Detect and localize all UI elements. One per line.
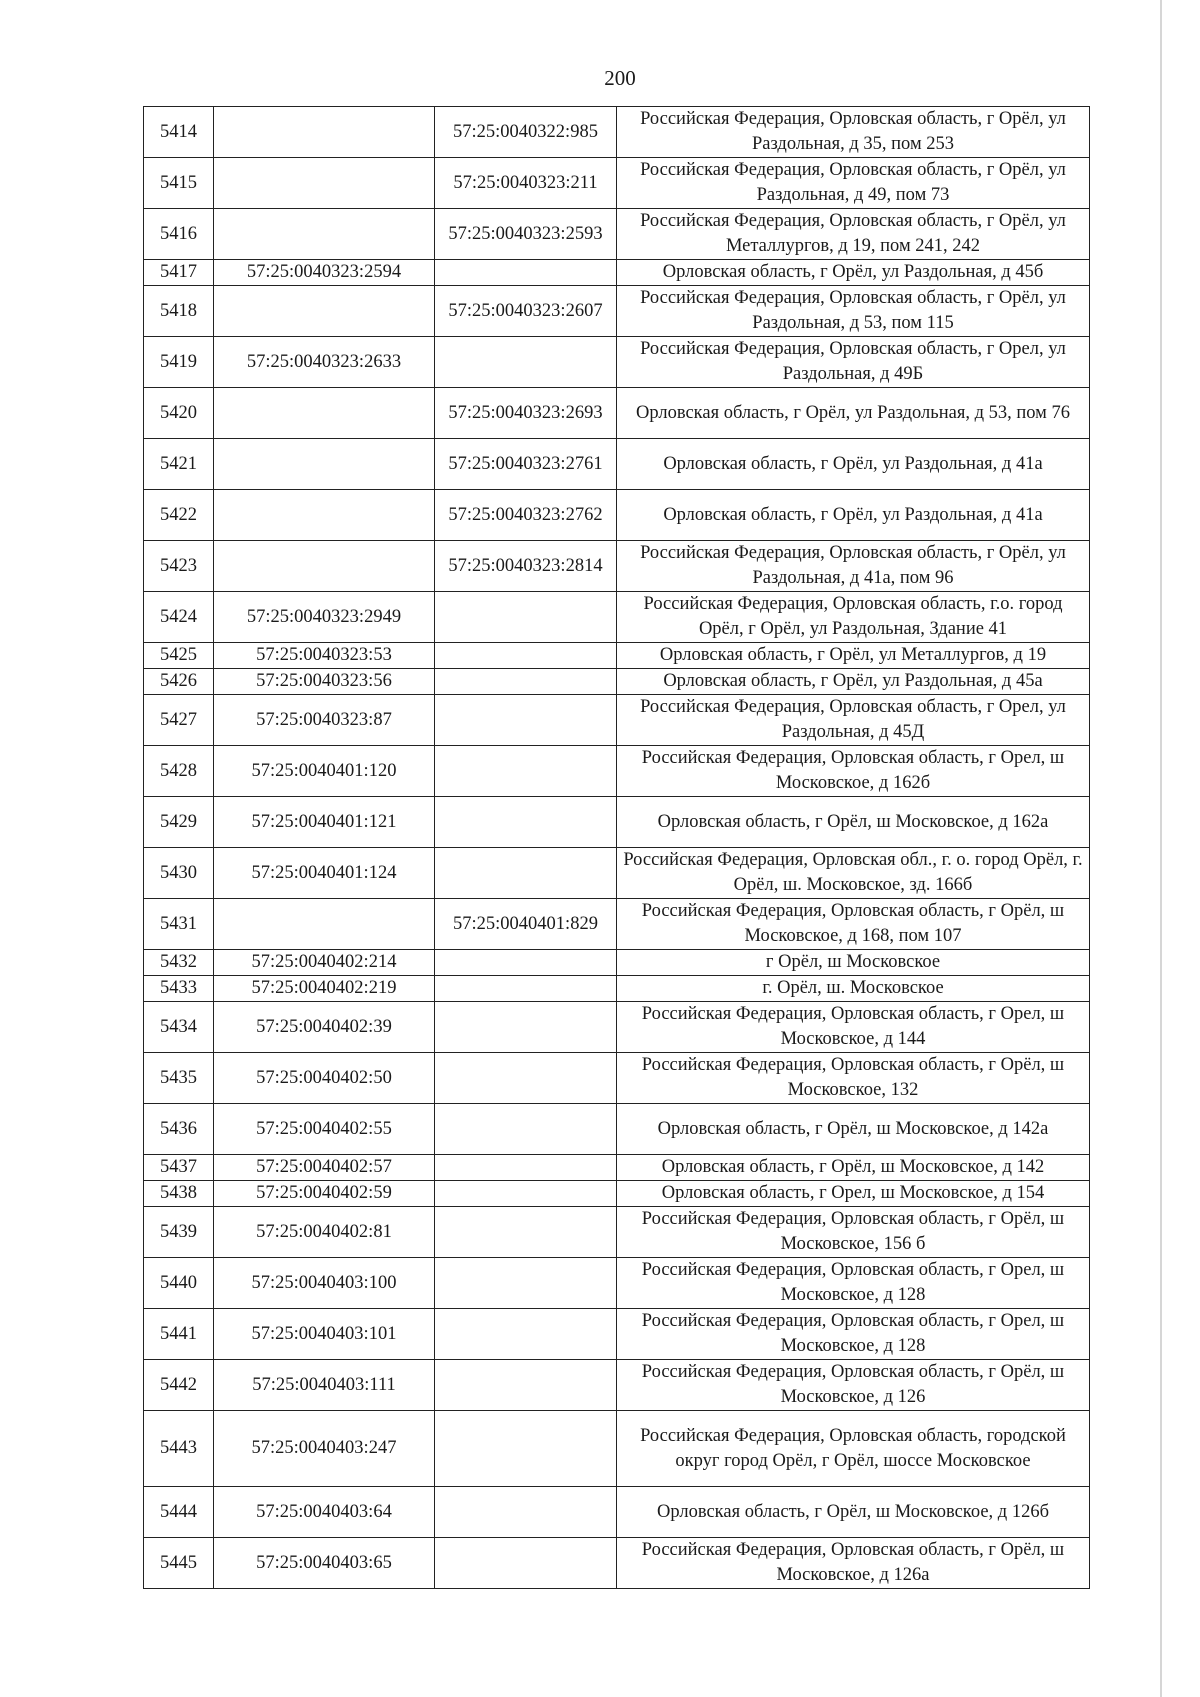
cadastral-number-cell: 57:25:0040402:214 (214, 950, 435, 976)
row-number-cell: 5420 (144, 388, 214, 439)
address-cell: Орловская область, г Орёл, ул Раздольная, д 41а (617, 439, 1090, 490)
cadastral-number-cell: 57:25:0040403:101 (214, 1309, 435, 1360)
parent-cadastral-number-cell: 57:25:0040323:2814 (435, 541, 617, 592)
cadastral-number-cell (214, 388, 435, 439)
address-cell: Орловская область, г Орёл, ш Московское, д 142а (617, 1104, 1090, 1155)
parent-cadastral-number-cell (435, 950, 617, 976)
table-row (144, 286, 1090, 337)
cadastral-number-cell: 57:25:0040402:55 (214, 1104, 435, 1155)
row-number-cell: 5429 (144, 797, 214, 848)
address-cell: Российская Федерация, Орловская область, г Орёл, ш Московское, 132 (617, 1053, 1090, 1104)
table-row (144, 1411, 1090, 1487)
table-row (144, 158, 1090, 209)
address-cell: Российская Федерация, Орловская область, г Орёл, ул Раздольная, д 41а, пом 96 (617, 541, 1090, 592)
table-row (144, 490, 1090, 541)
parent-cadastral-number-cell: 57:25:0040401:829 (435, 899, 617, 950)
row-number-cell: 5443 (144, 1411, 214, 1487)
address-cell: Российская Федерация, Орловская область, городской округ город Орёл, г Орёл, шоссе Московское (617, 1411, 1090, 1487)
cadastral-number-cell (214, 439, 435, 490)
address-cell: Российская Федерация, Орловская область, г Орел, ш Московское, д 144 (617, 1002, 1090, 1053)
row-number-cell: 5423 (144, 541, 214, 592)
parent-cadastral-number-cell (435, 643, 617, 669)
table-row (144, 1487, 1090, 1538)
address-cell: Российская Федерация, Орловская область, г Орел, ул Раздольная, д 45Д (617, 695, 1090, 746)
address-cell: Орловская область, г Орёл, ш Московское, д 142 (617, 1155, 1090, 1181)
table-row (144, 797, 1090, 848)
cadastral-number-cell: 57:25:0040403:247 (214, 1411, 435, 1487)
cadastral-number-cell: 57:25:0040401:121 (214, 797, 435, 848)
address-cell: Орловская область, г Орел, ш Московское, д 154 (617, 1181, 1090, 1207)
table-row (144, 107, 1090, 158)
table-row (144, 1002, 1090, 1053)
address-cell: Российская Федерация, Орловская область, г Орёл, ш Московское, д 126 (617, 1360, 1090, 1411)
table-row (144, 1053, 1090, 1104)
parent-cadastral-number-cell: 57:25:0040323:2693 (435, 388, 617, 439)
row-number-cell: 5418 (144, 286, 214, 337)
cadastral-number-cell (214, 286, 435, 337)
cadastral-number-cell: 57:25:0040402:81 (214, 1207, 435, 1258)
row-number-cell: 5428 (144, 746, 214, 797)
row-number-cell: 5421 (144, 439, 214, 490)
parent-cadastral-number-cell (435, 260, 617, 286)
row-number-cell: 5425 (144, 643, 214, 669)
cadastral-number-cell: 57:25:0040401:120 (214, 746, 435, 797)
parent-cadastral-number-cell (435, 669, 617, 695)
table-row (144, 337, 1090, 388)
parent-cadastral-number-cell: 57:25:0040323:211 (435, 158, 617, 209)
parent-cadastral-number-cell (435, 1002, 617, 1053)
table-row (144, 899, 1090, 950)
table-row (144, 950, 1090, 976)
table-row (144, 746, 1090, 797)
parent-cadastral-number-cell (435, 1053, 617, 1104)
address-cell: г Орёл, ш Московское (617, 950, 1090, 976)
row-number-cell: 5433 (144, 976, 214, 1002)
address-cell: Российская Федерация, Орловская область, г Орёл, ул Металлургов, д 19, пом 241, 242 (617, 209, 1090, 260)
address-cell: Российская Федерация, Орловская обл., г. о. город Орёл, г. Орёл, ш. Московское, зд. 166б (617, 848, 1090, 899)
cadastral-number-cell: 57:25:0040402:50 (214, 1053, 435, 1104)
row-number-cell: 5427 (144, 695, 214, 746)
table-row (144, 1104, 1090, 1155)
table-row (144, 388, 1090, 439)
row-number-cell: 5417 (144, 260, 214, 286)
address-cell: Российская Федерация, Орловская область, г Орёл, ш Московское, д 168, пом 107 (617, 899, 1090, 950)
address-cell: Орловская область, г Орёл, ш Московское, д 162а (617, 797, 1090, 848)
row-number-cell: 5431 (144, 899, 214, 950)
cadastral-number-cell: 57:25:0040403:111 (214, 1360, 435, 1411)
parent-cadastral-number-cell (435, 1360, 617, 1411)
address-cell: Российская Федерация, Орловская область, г Орёл, ул Раздольная, д 49, пом 73 (617, 158, 1090, 209)
table-row (144, 439, 1090, 490)
parent-cadastral-number-cell (435, 337, 617, 388)
parent-cadastral-number-cell (435, 1104, 617, 1155)
cadastral-number-cell: 57:25:0040323:87 (214, 695, 435, 746)
table-row (144, 1309, 1090, 1360)
address-cell: Орловская область, г Орёл, ул Раздольная, д 53, пом 76 (617, 388, 1090, 439)
cadastral-number-cell: 57:25:0040402:219 (214, 976, 435, 1002)
registry-table (143, 106, 1090, 1589)
parent-cadastral-number-cell (435, 1487, 617, 1538)
cadastral-number-cell: 57:25:0040402:59 (214, 1181, 435, 1207)
page-edge (1160, 0, 1162, 1697)
table-row (144, 976, 1090, 1002)
address-cell: Российская Федерация, Орловская область, г Орел, ш Московское, д 162б (617, 746, 1090, 797)
row-number-cell: 5434 (144, 1002, 214, 1053)
row-number-cell: 5445 (144, 1538, 214, 1589)
parent-cadastral-number-cell: 57:25:0040322:985 (435, 107, 617, 158)
row-number-cell: 5441 (144, 1309, 214, 1360)
address-cell: Российская Федерация, Орловская область, г Орел, ш Московское, д 128 (617, 1309, 1090, 1360)
address-cell: Российская Федерация, Орловская область, г Орёл, ул Раздольная, д 35, пом 253 (617, 107, 1090, 158)
cadastral-number-cell: 57:25:0040323:56 (214, 669, 435, 695)
cadastral-number-cell: 57:25:0040401:124 (214, 848, 435, 899)
table-row (144, 260, 1090, 286)
parent-cadastral-number-cell (435, 1258, 617, 1309)
cadastral-number-cell: 57:25:0040402:57 (214, 1155, 435, 1181)
address-cell: Российская Федерация, Орловская область, г Орел, ул Раздольная, д 49Б (617, 337, 1090, 388)
cadastral-number-cell (214, 107, 435, 158)
address-cell: Российская Федерация, Орловская область, г.о. город Орёл, г Орёл, ул Раздольная, Здание 41 (617, 592, 1090, 643)
table-row (144, 541, 1090, 592)
row-number-cell: 5415 (144, 158, 214, 209)
table-row (144, 1155, 1090, 1181)
table-row (144, 1538, 1090, 1589)
address-cell: Орловская область, г Орёл, ул Раздольная, д 41а (617, 490, 1090, 541)
address-cell: Российская Федерация, Орловская область, г Орёл, ул Раздольная, д 53, пом 115 (617, 286, 1090, 337)
row-number-cell: 5422 (144, 490, 214, 541)
table-row (144, 1207, 1090, 1258)
row-number-cell: 5424 (144, 592, 214, 643)
cadastral-number-cell: 57:25:0040323:53 (214, 643, 435, 669)
parent-cadastral-number-cell (435, 1411, 617, 1487)
row-number-cell: 5416 (144, 209, 214, 260)
cadastral-number-cell: 57:25:0040402:39 (214, 1002, 435, 1053)
address-cell: Орловская область, г Орёл, ул Раздольная, д 45а (617, 669, 1090, 695)
cadastral-number-cell: 57:25:0040403:64 (214, 1487, 435, 1538)
table-row (144, 643, 1090, 669)
parent-cadastral-number-cell (435, 976, 617, 1002)
parent-cadastral-number-cell (435, 592, 617, 643)
table-row (144, 695, 1090, 746)
parent-cadastral-number-cell (435, 1181, 617, 1207)
row-number-cell: 5432 (144, 950, 214, 976)
parent-cadastral-number-cell (435, 1538, 617, 1589)
parent-cadastral-number-cell (435, 1309, 617, 1360)
address-cell: Российская Федерация, Орловская область, г Орел, ш Московское, д 128 (617, 1258, 1090, 1309)
row-number-cell: 5444 (144, 1487, 214, 1538)
row-number-cell: 5435 (144, 1053, 214, 1104)
parent-cadastral-number-cell: 57:25:0040323:2593 (435, 209, 617, 260)
parent-cadastral-number-cell: 57:25:0040323:2607 (435, 286, 617, 337)
table-row (144, 669, 1090, 695)
address-cell: Российская Федерация, Орловская область, г Орёл, ш Московское, 156 б (617, 1207, 1090, 1258)
table-row (144, 1258, 1090, 1309)
cadastral-number-cell (214, 541, 435, 592)
cadastral-number-cell: 57:25:0040403:65 (214, 1538, 435, 1589)
parent-cadastral-number-cell (435, 695, 617, 746)
cadastral-number-cell: 57:25:0040323:2594 (214, 260, 435, 286)
parent-cadastral-number-cell (435, 797, 617, 848)
row-number-cell: 5439 (144, 1207, 214, 1258)
page-number: 200 (604, 66, 636, 90)
table-row (144, 1181, 1090, 1207)
address-cell: г. Орёл, ш. Московское (617, 976, 1090, 1002)
cadastral-number-cell: 57:25:0040323:2633 (214, 337, 435, 388)
registry-table-body (144, 107, 1090, 1589)
table-row (144, 848, 1090, 899)
row-number-cell: 5436 (144, 1104, 214, 1155)
row-number-cell: 5426 (144, 669, 214, 695)
row-number-cell: 5430 (144, 848, 214, 899)
parent-cadastral-number-cell (435, 848, 617, 899)
address-cell: Орловская область, г Орёл, ул Металлургов, д 19 (617, 643, 1090, 669)
row-number-cell: 5437 (144, 1155, 214, 1181)
parent-cadastral-number-cell (435, 1155, 617, 1181)
table-row (144, 592, 1090, 643)
cadastral-number-cell (214, 158, 435, 209)
parent-cadastral-number-cell (435, 1207, 617, 1258)
row-number-cell: 5414 (144, 107, 214, 158)
address-cell: Орловская область, г Орёл, ш Московское, д 126б (617, 1487, 1090, 1538)
parent-cadastral-number-cell (435, 746, 617, 797)
cadastral-number-cell (214, 899, 435, 950)
cadastral-number-cell: 57:25:0040403:100 (214, 1258, 435, 1309)
address-cell: Орловская область, г Орёл, ул Раздольная, д 45б (617, 260, 1090, 286)
row-number-cell: 5440 (144, 1258, 214, 1309)
parent-cadastral-number-cell: 57:25:0040323:2761 (435, 439, 617, 490)
row-number-cell: 5438 (144, 1181, 214, 1207)
row-number-cell: 5442 (144, 1360, 214, 1411)
table-row (144, 209, 1090, 260)
table-row (144, 1360, 1090, 1411)
cadastral-number-cell (214, 209, 435, 260)
address-cell: Российская Федерация, Орловская область, г Орёл, ш Московское, д 126а (617, 1538, 1090, 1589)
cadastral-number-cell (214, 490, 435, 541)
parent-cadastral-number-cell: 57:25:0040323:2762 (435, 490, 617, 541)
cadastral-number-cell: 57:25:0040323:2949 (214, 592, 435, 643)
row-number-cell: 5419 (144, 337, 214, 388)
